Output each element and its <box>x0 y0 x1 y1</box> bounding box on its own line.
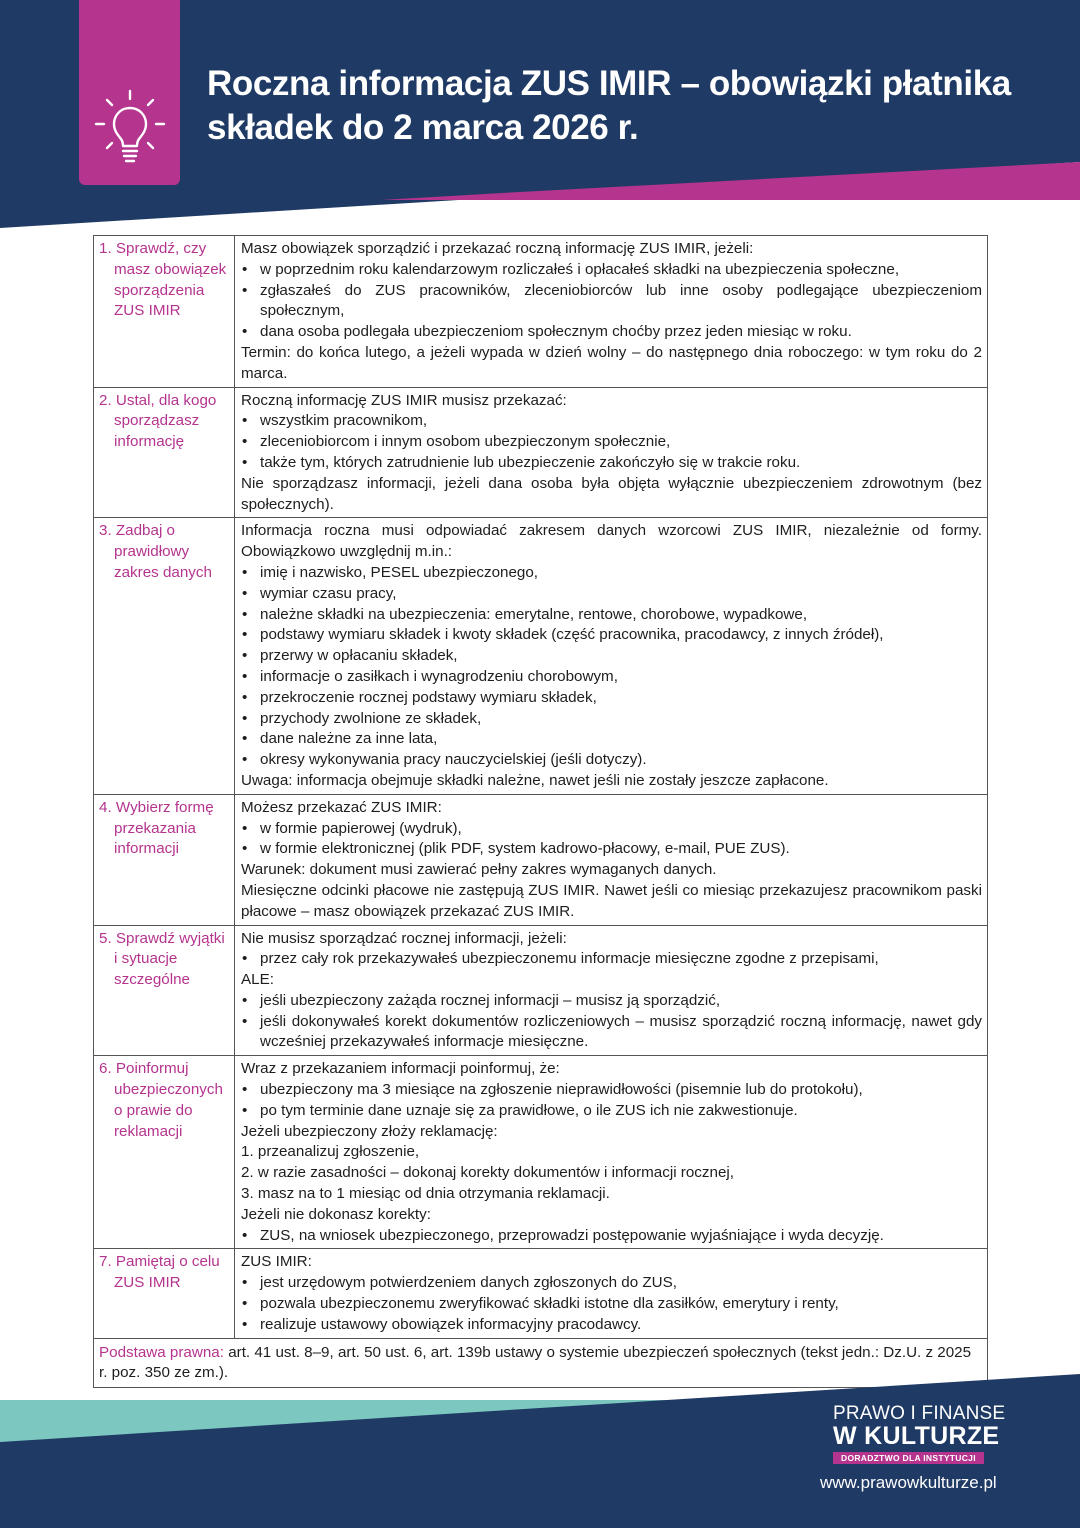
website-link[interactable]: www.prawowkulturze.pl <box>820 1473 997 1492</box>
row-content-cell <box>235 518 987 793</box>
page-title-line-2: składek do 2 marca 2026 r. <box>207 108 639 147</box>
table-row <box>94 1249 987 1338</box>
row-intro: ZUS IMIR: <box>241 1253 312 1271</box>
list-item: • okresy wykonywania pracy nauczycielskiej (jeśli dotyczy). <box>241 750 982 771</box>
list-item: • wszystkim pracownikom, <box>241 411 982 432</box>
page-title <box>207 62 1027 150</box>
legal-basis-text: art. 41 ust. 8–9, art. 50 ust. 6, art. 139b ustawy o systemie ubezpieczeń społecznych (tekst jedn.: Dz.U. z 2025 r. poz. 350 ze zm.). <box>99 1343 972 1382</box>
row-content-cell <box>235 926 987 1056</box>
list-item: • dana osoba podlegała ubezpieczeniom społecznym choćby przez jeden miesiąc w roku. <box>241 322 982 343</box>
bullet-list <box>241 411 982 473</box>
list-item: • w poprzednim roku kalendarzowym rozliczałeś i opłacałeś składki na ubezpieczenia społeczne, <box>241 260 982 281</box>
list-item: • realizuje ustawowy obowiązek informacyjny pracodawcy. <box>241 1315 982 1336</box>
numbered-item: 3. masz na to 1 miesiąc od dnia otrzymania reklamacji. <box>241 1185 610 1203</box>
bullet-list <box>241 1273 982 1335</box>
table-row <box>94 1056 987 1249</box>
row-label-cell <box>94 926 235 1056</box>
bullet-list <box>241 991 982 1053</box>
list-item: • należne składki na ubezpieczenia: emerytalne, rentowe, chorobowe, wypadkowe, <box>241 605 982 626</box>
table-row <box>94 236 987 388</box>
numbered-item: 1. przeanalizuj zgłoszenie, <box>241 1143 420 1161</box>
row-note: Termin: do końca lutego, a jeżeli wypada w dzień wolny – do następnego dnia roboczego: w tym roku do 2 marca. <box>241 343 982 382</box>
row-intro: Masz obowiązek sporządzić i przekazać roczną informację ZUS IMIR, jeżeli: <box>241 240 754 257</box>
list-item: • jest urzędowym potwierdzeniem danych zgłoszonych do ZUS, <box>241 1273 982 1294</box>
lightbulb-icon <box>93 88 167 168</box>
list-item: • w formie papierowej (wydruk), <box>241 819 982 840</box>
list-item: • jeśli ubezpieczony zażąda rocznej informacji – musisz ją sporządzić, <box>241 991 982 1012</box>
row-label: 4. Wybierz formę przekazania informacji <box>99 798 214 858</box>
table-row <box>94 795 987 926</box>
bullet-list <box>241 260 982 343</box>
bullet-list <box>241 949 982 970</box>
page-title-line-1: Roczna informacja ZUS IMIR – obowiązki płatnika <box>207 64 1011 103</box>
row-label-cell <box>94 795 235 925</box>
list-item: • zgłaszałeś do ZUS pracowników, zleceniobiorców lub inne osoby podlegające ubezpieczeniom społecznym, <box>241 281 982 323</box>
row-content-cell <box>235 388 987 518</box>
list-item: • przychody zwolnione ze składek, <box>241 709 982 730</box>
bullet-list <box>241 819 982 861</box>
row-note: Uwaga: informacja obejmuje składki należne, nawet jeśli nie zostały jeszcze zapłacone. <box>241 771 829 789</box>
row-label: 1. Sprawdź, czy masz obowiązek sporządzenia ZUS IMIR <box>99 240 227 320</box>
row-content-cell <box>235 1249 987 1337</box>
table-row <box>94 518 987 794</box>
bullet-list <box>241 563 982 771</box>
row-intro: Wraz z przekazaniem informacji poinformuj, że: <box>241 1060 560 1078</box>
logo-line-2: W KULTURZE <box>833 1422 1000 1450</box>
row-note: Nie sporządzasz informacji, jeżeli dana osoba była objęta wyłącznie ubezpieczeniem zdrowotnym (bez społecznych). <box>241 474 982 513</box>
list-item: • po tym terminie dane uznaje się za prawidłowe, o ile ZUS ich nie zakwestionuje. <box>241 1101 982 1122</box>
row-label-cell <box>94 1249 235 1337</box>
list-item: • imię i nazwisko, PESEL ubezpieczonego, <box>241 563 982 584</box>
row-content-cell <box>235 236 987 387</box>
list-item: • zleceniobiorcom i innym osobom ubezpieczonym społecznie, <box>241 432 982 453</box>
legal-basis-label: Podstawa prawna: <box>99 1343 224 1361</box>
list-item: • w formie elektronicznej (plik PDF, system kadrowo-płacowy, e-mail, PUE ZUS). <box>241 839 982 860</box>
list-item: • także tym, których zatrudnienie lub ubezpieczenie zakończyło się w trakcie roku. <box>241 453 982 474</box>
row-label: 7. Pamiętaj o celu ZUS IMIR <box>99 1253 220 1292</box>
row-label-cell <box>94 1056 235 1248</box>
row-intro: Informacja roczna musi odpowiadać zakresem danych wzorcowi ZUS IMIR, niezależnie od formy. Obowiązkowo uwzględnij m.in.: <box>241 522 982 561</box>
row-content-cell <box>235 795 987 925</box>
table-row <box>94 388 987 519</box>
row-label-cell <box>94 518 235 793</box>
list-item: • przerwy w opłacaniu składek, <box>241 646 982 667</box>
row-label: 3. Zadbaj o prawidłowy zakres danych <box>99 522 212 581</box>
list-item: • ubezpieczony ma 3 miesiące na zgłoszenie nieprawidłowości (pisemnie lub do protokołu), <box>241 1080 982 1101</box>
logo-tagline: DORADZTWO DLA INSTYTUCJI <box>833 1452 984 1464</box>
bullet-list <box>241 1080 982 1122</box>
row-content-cell <box>235 1056 987 1248</box>
header-banner <box>0 0 1080 230</box>
row-label: 2. Ustal, dla kogo sporządzasz informację <box>99 391 217 451</box>
list-item: • pozwala ubezpieczonemu zweryfikować składki istotne dla zasiłków, emerytury i renty, <box>241 1294 982 1315</box>
row-intro: Roczną informację ZUS IMIR musisz przekazać: <box>241 391 567 409</box>
list-item: • wymiar czasu pracy, <box>241 584 982 605</box>
row-note: Miesięczne odcinki płacowe nie zastępują ZUS IMIR. Nawet jeśli co miesiąc przekazujesz pracownikom paski płacowe – masz obowiązek przekazać ZUS IMIR. <box>241 881 982 920</box>
icon-box <box>79 0 180 185</box>
row-subheading: Jeżeli ubezpieczony złoży reklamację: <box>241 1122 498 1140</box>
row-intro: Możesz przekazać ZUS IMIR: <box>241 798 442 816</box>
list-item: • ZUS, na wniosek ubezpieczonego, przeprowadzi postępowanie wyjaśniające i wyda decyzję. <box>241 1226 982 1247</box>
list-item: • jeśli dokonywałeś korekt dokumentów rozliczeniowych – musisz sporządzić roczną informację, nawet gdy wcześniej przekazywałeś informacje miesięczne. <box>241 1012 982 1054</box>
row-subheading: Jeżeli nie dokonasz korekty: <box>241 1205 431 1223</box>
list-item: • przez cały rok przekazywałeś ubezpieczonemu informacje miesięczne zgodne z przepisami, <box>241 949 982 970</box>
table-row <box>94 926 987 1057</box>
row-intro: Nie musisz sporządzać rocznej informacji, jeżeli: <box>241 929 567 947</box>
numbered-item: 2. w razie zasadności – dokonaj korekty dokumentów i informacji rocznej, <box>241 1164 734 1182</box>
brand-logo <box>833 1404 1013 1466</box>
list-item: • przekroczenie rocznej podstawy wymiaru składek, <box>241 688 982 709</box>
list-item: • dane należne za inne lata, <box>241 729 982 750</box>
list-item: • podstawy wymiaru składek i kwoty składek (część pracownika, pracodawcy, z innych źródeł), <box>241 625 982 646</box>
bullet-list <box>241 1226 982 1247</box>
logo-line-1: PRAWO I FINANSE <box>833 1403 1006 1424</box>
row-note: Warunek: dokument musi zawierać pełny zakres wymaganych danych. <box>241 861 717 879</box>
row-label-cell <box>94 388 235 518</box>
row-label: 6. Poinformuj ubezpieczonych o prawie do reklamacji <box>99 1060 223 1140</box>
row-label-cell <box>94 236 235 387</box>
list-item: • informacje o zasiłkach i wynagrodzeniu chorobowym, <box>241 667 982 688</box>
obligations-table <box>93 235 988 1388</box>
row-subheading: ALE: <box>241 971 274 989</box>
row-label: 5. Sprawdź wyjątki i sytuacje szczególne <box>99 929 225 989</box>
